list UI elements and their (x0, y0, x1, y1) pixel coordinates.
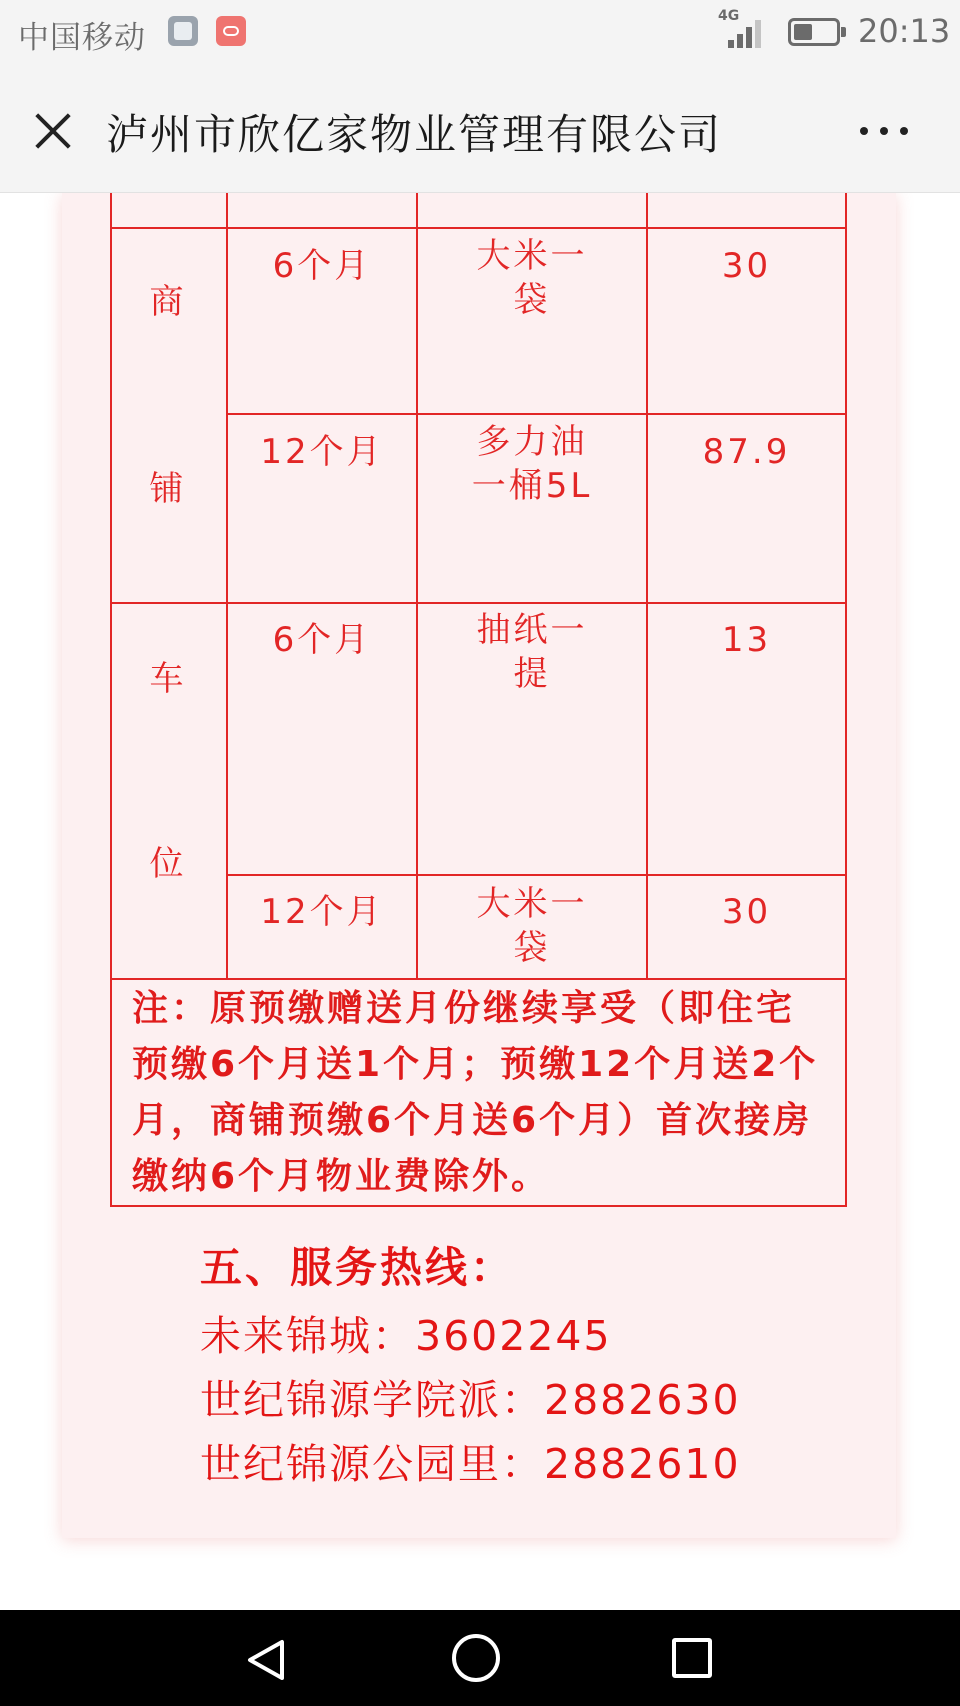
shop-period-12: 12个月 (260, 432, 384, 472)
category-shop-char-2: 铺 (149, 469, 187, 509)
signal-icon (728, 18, 768, 48)
shop-value-12: 87.9 (702, 432, 791, 472)
network-type: 4G (718, 8, 740, 24)
hotline-shiji-gongyuanli: 世纪锦源公园里：2882610 (200, 1440, 741, 1488)
title-bar (0, 64, 960, 193)
home-icon[interactable] (452, 1634, 500, 1682)
parking-value-6: 13 (721, 620, 772, 660)
hotline-heading: 五、服务热线： (200, 1243, 516, 1292)
parking-period-6: 6个月 (272, 620, 372, 660)
gallery-icon (168, 16, 198, 46)
page-title: 泸州市欣亿家物业管理有限公司 (106, 110, 723, 159)
shop-gift-6-line2: 袋 (513, 280, 551, 320)
parking-gift-12-line1: 大米一 (476, 884, 588, 924)
back-icon[interactable] (244, 1638, 288, 1682)
carrier-name: 中国移动 (18, 20, 146, 56)
parking-value-12: 30 (721, 892, 772, 932)
category-shop-char-1: 商 (149, 282, 187, 322)
parking-gift-6-line2: 提 (513, 654, 551, 694)
parking-gift-6-line1: 抽纸一 (476, 610, 588, 650)
battery-level (794, 24, 812, 40)
more-icon[interactable] (856, 108, 912, 152)
shop-gift-6-line1: 大米一 (476, 236, 588, 276)
battery-icon (788, 18, 840, 46)
category-parking-char-1: 车 (149, 659, 187, 699)
article-content[interactable] (0, 193, 960, 1610)
parking-gift-12-line2: 袋 (513, 928, 551, 968)
hotline-weilai-jincheng: 未来锦城：3602245 (200, 1312, 612, 1360)
clock: 20:13 (858, 12, 951, 50)
category-parking-char-2: 位 (149, 844, 187, 884)
recent-apps-icon[interactable] (672, 1638, 712, 1678)
shop-gift-12-line1: 多力油 (476, 422, 588, 462)
table-note: 注：原预缴赠送月份继续享受（即住宅预缴6个月送1个月；预缴12个月送2个月，商铺预缴6个月送6个月）首次接房缴纳6个月物业费除外。 (132, 988, 819, 1197)
navigation-bar (0, 1610, 960, 1706)
status-bar (0, 0, 960, 64)
shop-period-6: 6个月 (272, 246, 372, 286)
hotline-shiji-xueyuanpai: 世纪锦源学院派：2882630 (200, 1376, 741, 1424)
close-icon[interactable] (26, 104, 80, 158)
shop-gift-12-line2: 一桶5L (471, 466, 593, 506)
parking-period-12: 12个月 (260, 892, 384, 932)
shop-value-6: 30 (721, 246, 772, 286)
cloud-icon (216, 16, 246, 46)
